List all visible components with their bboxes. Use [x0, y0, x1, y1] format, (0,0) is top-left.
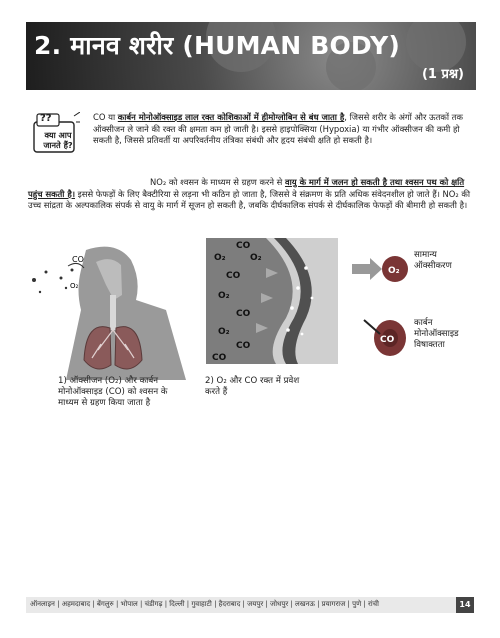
normal-oxygenation-graphic — [350, 250, 410, 290]
vessel-label: O₂ — [214, 253, 226, 263]
vessel-label: CO — [236, 309, 251, 319]
para2-text-end: इससे फेफड़ों के लिए बैक्टीरिया से लड़ना भी कठिन हो जाता है, जिससे वे संक्रमण के प्रति अधिक संवेदनशील हो जाते हैं। NO₂ की उच्च सांद्रता के अल्पकालिक संपर्क से वायु के मार्ग में सूजन हो सकती है, जबकि दीर्घकालिक संपर्क से दीर्घकालिक फेफड़ों की बीमारी हो सकती है। — [28, 188, 471, 211]
para1-text-start: CO या — [93, 112, 118, 122]
vessel-label: O₂ — [218, 327, 230, 337]
respiratory-system-illustration — [26, 240, 186, 380]
vessel-label: CO — [226, 271, 241, 281]
co-poisoning-graphic — [360, 310, 412, 360]
no2-paragraph — [28, 177, 478, 212]
vessel-label: CO — [236, 341, 251, 351]
co-paragraph — [93, 112, 478, 147]
footer-bar — [26, 597, 474, 613]
figure-caption-1: 1) ऑक्सीजन (O₂) और कार्बन मोनोऑक्साइड (CO) को श्वसन के माध्यम से ग्रहण किया जाता है — [58, 376, 168, 408]
para1-highlight: कार्बन मोनोऑक्साइड लाल रक्त कोशिकाओं में हीमोग्लोबिन से बंध जाता है — [117, 112, 345, 122]
page-number: 14 — [456, 597, 474, 613]
question-count: (1 प्रश्न) — [421, 67, 464, 82]
svg-text:O₂: O₂ — [388, 266, 400, 276]
did-you-know-label: क्या आप जानते हैं? — [43, 130, 73, 150]
vessel-label: O₂ — [250, 253, 262, 263]
para2-highlight: वायु के मार्ग में जलन हो सकती है तथा श्वसन पथ को क्षति पहुंच सकती है। — [28, 177, 465, 199]
legend-co-label: कार्बन मोनोऑक्साइड विषाक्तता — [414, 318, 459, 350]
chapter-banner — [26, 22, 476, 90]
vessel-label: O₂ — [218, 291, 230, 301]
vessel-label: CO — [212, 353, 227, 363]
chapter-title: 2. मानव शरीर (HUMAN BODY) — [34, 31, 400, 60]
footer-cities: ऑनलाइन | अहमदाबाद | बेंगलुरु | भोपाल | चंडीगढ़ | दिल्ली | गुवाहाटी | हैदराबाद | जयपुर | जोधपुर | लखनऊ | प्रयागराज | पुणे | रांची — [30, 600, 379, 608]
svg-text:CO: CO — [380, 335, 395, 345]
question-marks: ?? — [40, 113, 52, 124]
legend-normal-label: सामान्य ऑक्सीकरण — [414, 250, 452, 271]
figure-caption-2: 2) O₂ और CO रक्त में प्रवेश करते हैं — [205, 376, 300, 397]
para1-text-end: , जिससे शरीर के अंगों और ऊतकों तक ऑक्सीजन ले जाने की रक्त की क्षमता कम हो जाती है। इससे हाइपोक्सिया (Hypoxia) या गंभीर ऑक्सीजन की कमी हो सकती है, जिससे प्रतिवर्ती या अपरिवर्तनीय तंत्रिका संबंधी और हृदय संबंधी क्षति हो सकती है। — [93, 112, 463, 146]
o2-inhale-label: O₂ — [70, 282, 79, 290]
para2-text-start: NO₂ को श्वसन के माध्यम से ग्रहण करने से — [150, 177, 285, 187]
co-inhale-label: CO — [72, 255, 84, 264]
blood-vessel-illustration — [206, 238, 338, 364]
vessel-label: CO — [236, 241, 251, 251]
